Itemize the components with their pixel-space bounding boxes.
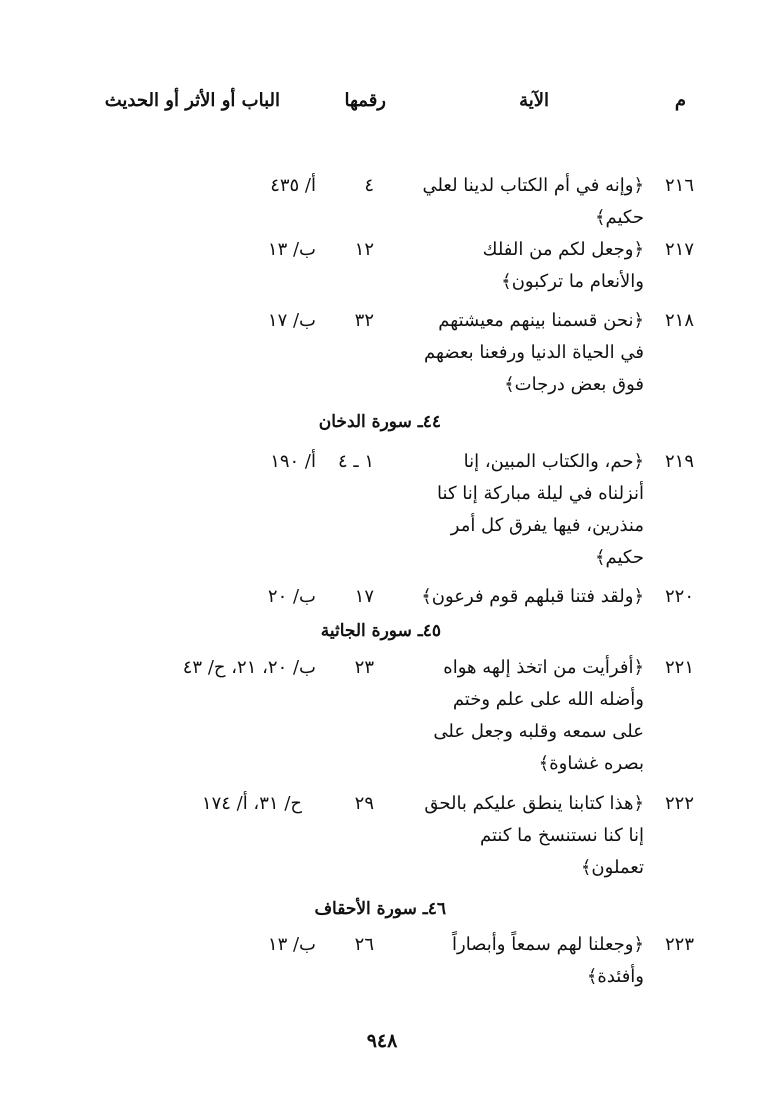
reference: ح/ ٣١، أ/ ١٧٤ (201, 793, 302, 814)
verse-line: في الحياة الدنيا ورفعنا بعضهم (424, 342, 644, 363)
verse-line: ﴿وجعلنا لهم سمعاً وأبصاراً (452, 934, 644, 955)
surah-heading: ٤٥ـ سورة الجاثية (320, 621, 441, 641)
verse-line: والأنعام ما تركبون﴾ (501, 271, 644, 292)
verse-number: ١٧ (354, 586, 374, 607)
reference: أ/ ١٩٠ (270, 451, 316, 472)
reference: ب/ ٢٠ (267, 586, 316, 607)
entry-number: ٢٢٠ (664, 586, 694, 607)
verse-line: أنزلناه في ليلة مباركة إنا كنا (437, 483, 644, 504)
verse-text (412, 788, 644, 884)
verse-line: إنا كنا نستنسخ ما كنتم (479, 825, 644, 846)
entry-number: ٢١٦ (664, 175, 694, 196)
verse-line: ﴿حم، والكتاب المبين، إنا (463, 451, 644, 472)
verse-number: ٣٢ (354, 310, 374, 331)
verse-line: ﴿نحن قسمنا بينهم معيشتهم (438, 310, 644, 331)
verse-number: ٢٣ (354, 657, 374, 678)
entry-number: ٢٢٣ (664, 934, 694, 955)
verse-text (412, 305, 644, 401)
reference: أ/ ٤٣٥ (270, 175, 316, 196)
verse-text (412, 234, 644, 298)
verse-text (412, 581, 644, 613)
verse-line: على سمعه وقلبه وجعل على (433, 721, 644, 742)
verse-number: ٢٩ (354, 793, 374, 814)
verse-number: ١ ـ ٤ (337, 451, 374, 472)
page-number: ٩٤٨ (366, 1030, 398, 1052)
header-verse-number: رقمها (344, 90, 386, 111)
surah-heading: ٤٦ـ سورة الأحقاف (314, 899, 446, 919)
verse-line: ﴿وجعل لكم من الفلك (482, 239, 644, 260)
surah-heading: ٤٤ـ سورة الدخان (318, 412, 441, 432)
header-serial: م (674, 90, 686, 111)
verse-line: ﴿أفرأيت من اتخذ إلهه هواه (443, 657, 644, 678)
verse-text (412, 929, 644, 993)
verse-line: ﴿وإنه في أم الكتاب لدينا لعلي (422, 175, 644, 196)
verse-text (412, 652, 644, 780)
verse-line: منذرين، فيها يفرق كل أمر (450, 515, 644, 536)
verse-line: وأضله الله على علم وختم (452, 689, 644, 710)
verse-line: ﴿هذا كتابنا ينطق عليكم بالحق (424, 793, 644, 814)
entry-number: ٢٢٢ (664, 793, 694, 814)
verse-text (412, 446, 644, 574)
verse-line: حكيم﴾ (594, 547, 644, 568)
entry-number: ٢١٨ (664, 310, 694, 331)
verse-number: ٤ (364, 175, 374, 196)
verse-line: ﴿ولقد فتنا قبلهم قوم فرعون﴾ (421, 586, 644, 607)
verse-line: بصره غشاوة﴾ (538, 753, 644, 774)
verse-number: ٢٦ (354, 934, 374, 955)
header-chapter: الباب أو الأثر أو الحديث (104, 90, 280, 111)
header-verse: الآية (519, 90, 549, 111)
verse-line: فوق بعض درجات﴾ (504, 374, 644, 395)
reference: ب/ ١٧ (267, 310, 316, 331)
verse-line: تعملون﴾ (580, 857, 644, 878)
entry-number: ٢١٧ (664, 239, 694, 260)
verse-line: حكيم﴾ (594, 207, 644, 228)
verse-line: وأفئدة﴾ (586, 966, 644, 987)
verse-text (412, 170, 644, 234)
reference: ب/ ١٣ (267, 239, 316, 260)
table-header (0, 90, 764, 124)
reference: ب/ ٢٠، ٢١، ح/ ٤٣ (182, 657, 316, 678)
reference: ب/ ١٣ (267, 934, 316, 955)
verse-number: ١٢ (354, 239, 374, 260)
entry-number: ٢٢١ (664, 657, 694, 678)
entry-number: ٢١٩ (664, 451, 694, 472)
